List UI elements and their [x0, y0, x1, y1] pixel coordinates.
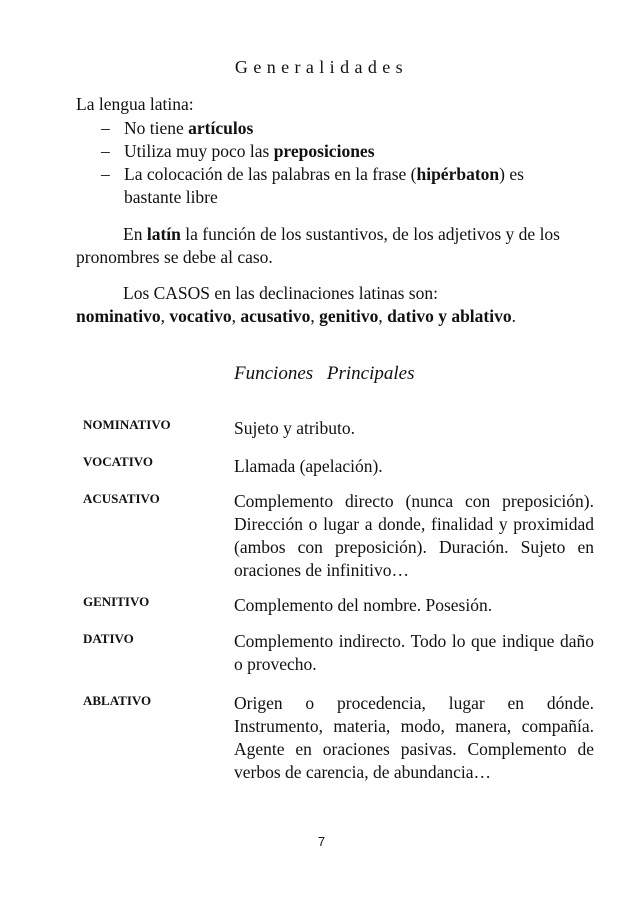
feature-list [101, 117, 581, 209]
list-item: – No tiene artículos [101, 118, 254, 138]
case-label-genitivo: GENITIVO [83, 594, 150, 609]
list-item: – La colocación de las palabras en la frase (hipérbaton) es bastante libre [101, 164, 524, 207]
dash-icon: – [101, 141, 110, 161]
dash-icon: – [101, 164, 110, 184]
section-subtitle: Funciones Principales [234, 363, 415, 384]
case-label-dativo: DATIVO [83, 631, 134, 646]
case-label-acusativo: ACUSATIVO [83, 491, 160, 506]
case-description-ablativo: Origen o procedencia, lugar en dónde. Instrumento, materia, modo, manera, compañía. Agente en oraciones pasivas. Complemento de verbos de carencia, de abundancia… [234, 693, 594, 782]
paragraph-cases: Los CASOS en las declinaciones latinas son: nominativo, vocativo, acusativo, genitivo, dativo y ablativo. [76, 283, 516, 326]
list-item: – Utiliza muy poco las preposiciones [101, 141, 375, 161]
case-description-genitivo: Complemento del nombre. Posesión. [234, 595, 493, 615]
case-description-acusativo: Complemento directo (nunca con preposición). Dirección o lugar a donde, finalidad y proximidad (ambos con preposición). Duración. Sujeto en oraciones de infinitivo… [234, 491, 594, 580]
case-description-nominativo: Sujeto y atributo. [234, 418, 356, 438]
case-description-vocativo: Llamada (apelación). [234, 456, 383, 476]
intro-text: La lengua latina: [76, 94, 194, 114]
case-description-dativo: Complemento indirecto. Todo lo que indique daño o provecho. [234, 631, 594, 674]
page-title: Generalidades [234, 57, 409, 77]
case-label-ablativo: ABLATIVO [83, 693, 152, 708]
dash-icon: – [101, 118, 110, 138]
case-label-vocativo: VOCATIVO [83, 454, 154, 469]
paragraph-function: En latín la función de los sustantivos, de los adjetivos y de los pronombres se debe al caso. [76, 224, 560, 267]
case-label-nominativo: NOMINATIVO [83, 417, 171, 432]
page-number: 7 [317, 834, 326, 849]
